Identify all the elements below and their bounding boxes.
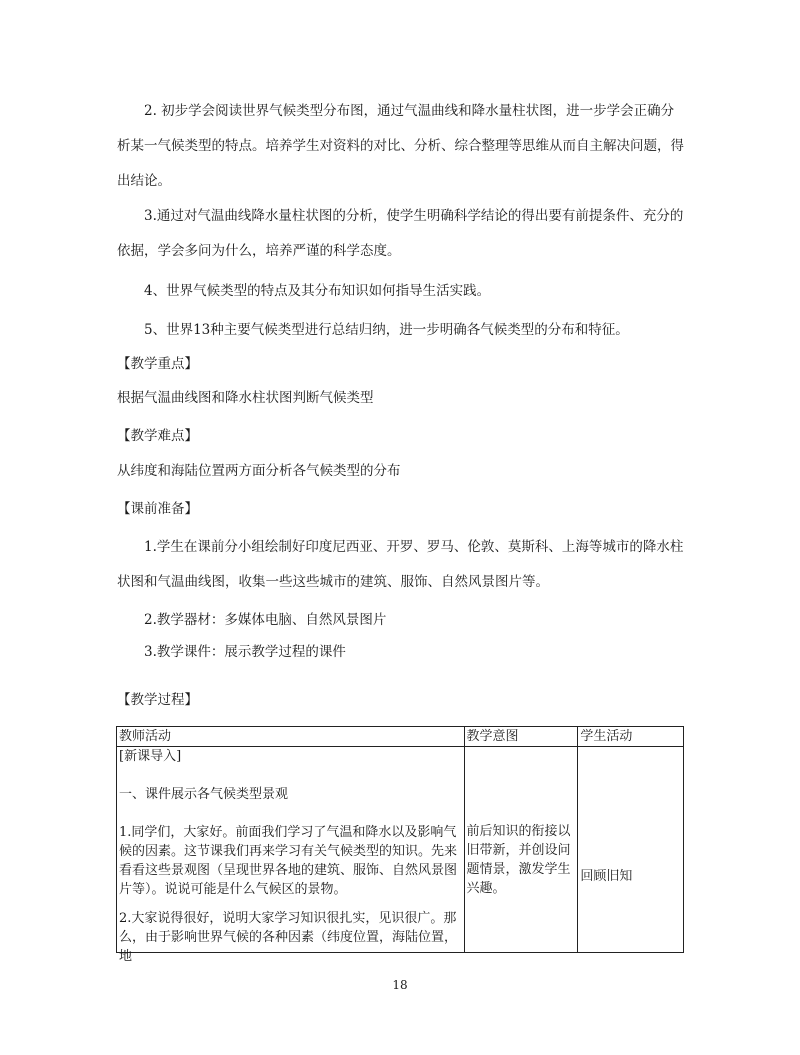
table-header-row [117, 727, 684, 747]
key-points-text: 根据气温曲线图和降水柱状图判断气候类型 [117, 390, 374, 406]
difficulties-text: 从纬度和海陆位置两方面分析各气候类型的分布 [117, 463, 401, 479]
teacher-paragraph-1: 1.同学们，大家好。前面我们学习了气温和降水以及影响气候的因素。这节课我们再来学习有关气候类型的知识。先来看看这些景观图（呈现世界各地的建筑、服饰、自然风景图片等）。说说可能是什么气候区的景物。 [119, 825, 458, 897]
teaching-intent-cell: 前后知识的衔接以旧带新，并创设问题情景，激发学生兴趣。 [464, 747, 578, 953]
objective-4: 4、世界气候类型的特点及其分布知识如何指导生活实践。 [144, 283, 491, 299]
teacher-activity-cell [117, 747, 465, 964]
difficulties-heading: 【教学难点】 [117, 428, 198, 444]
preparation-item-1: 1.学生在课前分小组绘制好印度尼西亚、开罗、罗马、伦敦、莫斯科、上海等城市的降水柱状图和气温曲线图，收集一些这些城市的建筑、服饰、自然风景图片等。 [117, 539, 684, 590]
teacher-paragraph-2: 2.大家说得很好，说明大家学习知识很扎实，见识很广。那么，由于影响世界气候的各种因素（纬度位置，海陆位置，地 [119, 911, 458, 964]
lesson-process-table [116, 726, 684, 964]
section-subtitle: 一、课件展示各气候类型景观 [119, 787, 289, 802]
section-label: [新课导入] [119, 749, 182, 764]
column-header-student: 学生活动 [578, 727, 684, 747]
student-activity-cell: 回顾旧知 [578, 747, 684, 953]
preparation-item-3: 3.教学课件：展示教学过程的课件 [144, 644, 346, 660]
objective-2: 2. 初步学会阅读世界气候类型分布图，通过气温曲线和降水量柱状图，进一步学会正确分析某一气候类型的特点。培养学生对资料的对比、分析、综合整理等思维从而自主解决问题，得出结论。 [117, 103, 684, 189]
table-row [117, 747, 684, 953]
preparation-item-2: 2.教学器材：多媒体电脑、自然风景图片 [144, 612, 387, 628]
preparation-heading: 【课前准备】 [117, 501, 198, 517]
process-heading: 【教学过程】 [117, 692, 198, 708]
objective-3: 3.通过对气温曲线降水量柱状图的分析，使学生明确科学结论的得出要有前提条件、充分的依据，学会多问为什么，培养严谨的科学态度。 [117, 208, 684, 259]
objective-5: 5、世界13种主要气候类型进行总结归纳，进一步明确各气候类型的分布和特征。 [144, 322, 629, 338]
key-points-heading: 【教学重点】 [117, 356, 198, 372]
page-number: 18 [392, 978, 408, 992]
column-header-intent: 教学意图 [464, 727, 578, 747]
column-header-teacher: 教师活动 [117, 727, 465, 747]
